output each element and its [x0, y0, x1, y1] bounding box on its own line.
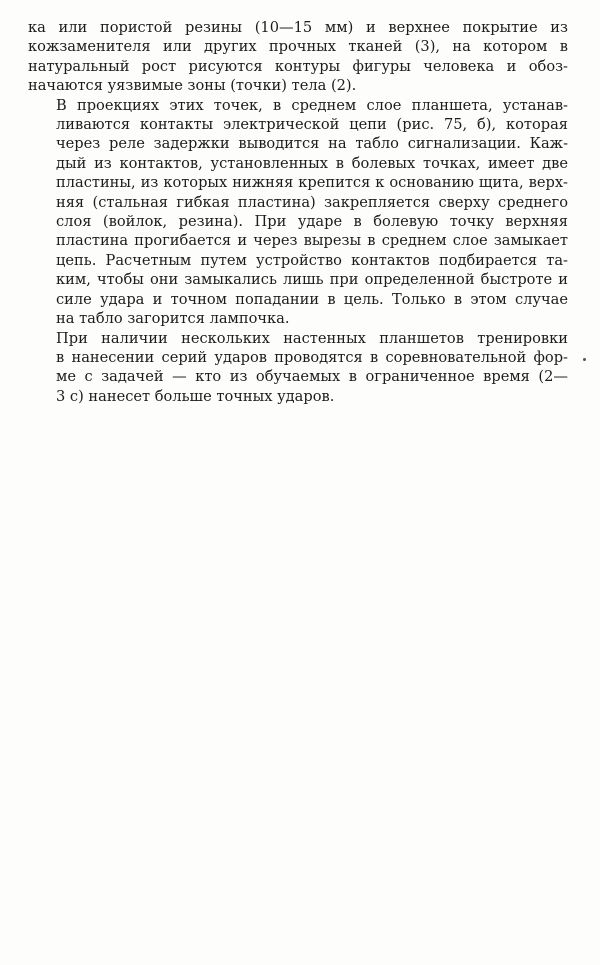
text-line: При наличии нескольких настенных планшетов тренировки [56, 329, 568, 347]
text-line: 3 с) нанесет больше точных ударов. [56, 387, 335, 405]
text-line: в нанесении серий ударов проводятся в соревновательной фор- [56, 348, 568, 366]
text-line: кожзаменителя или других прочных тканей (3), на котором в [28, 38, 568, 56]
text-line: пластины, из которых нижняя крепится к основанию щита, верх- [56, 174, 568, 192]
text-line: пластина прогибается и через вырезы в среднем слое замыкает [56, 232, 568, 250]
text-line: через реле задержки выводится на табло сигнализации. Каж- [56, 135, 568, 153]
text-line: ка или пористой резины (10—15 мм) и верхнее покрытие из [28, 19, 568, 36]
text-line: няя (стальная гибкая пластина) закрепляется сверху среднего [56, 193, 568, 211]
text-line: дый из контактов, установленных в болевых точках, имеет две [56, 154, 568, 172]
body-text [28, 18, 568, 406]
text-line: натуральный рост рисуются контуры фигуры человека и обоз- [28, 57, 568, 75]
text-line: слоя (войлок, резина). При ударе в болевую точку верхняя [56, 213, 568, 231]
text-line: цепь. Расчетным путем устройство контактов подбирается та- [56, 251, 568, 269]
text-line: ливаются контакты электрической цепи (рис. 75, б), которая [56, 116, 568, 134]
text-line: В проекциях этих точек, в среднем слое планшета, устанав- [56, 96, 568, 114]
text-line: ким, чтобы они замыкались лишь при определенной быстроте и [56, 271, 568, 289]
scan-speck [583, 358, 586, 361]
text-line: ме с задачей — кто из обучаемых в ограниченное время (2— [56, 368, 568, 386]
text-line: на табло загорится лампочка. [56, 310, 290, 328]
text-line: силе удара и точном попадании в цель. Только в этом случае [56, 290, 568, 308]
text-line: начаются уязвимые зоны (точки) тела (2). [28, 77, 357, 95]
paragraph-1 [28, 18, 568, 96]
paragraph-2 [28, 96, 568, 329]
paragraph-3 [28, 329, 568, 407]
